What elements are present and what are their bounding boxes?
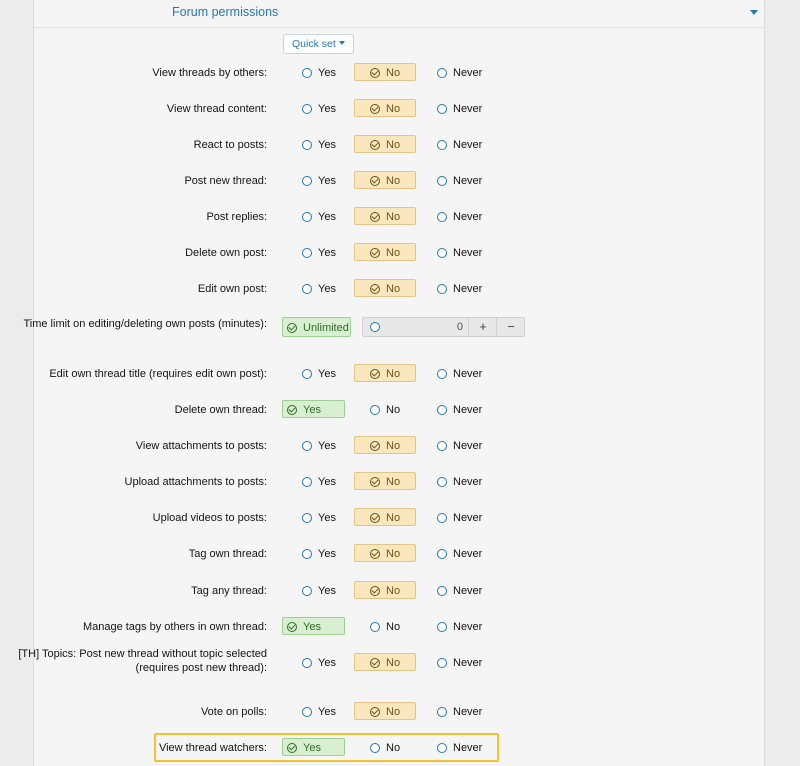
permission-row [34,581,764,601]
option-no[interactable] [354,63,416,81]
option-never[interactable] [436,508,506,526]
option-no[interactable] [354,702,416,720]
permissions-panel [18,0,765,766]
check-circle-icon [370,68,380,78]
radio-icon [302,68,312,78]
permission-label: Post new thread: [184,175,267,187]
check-circle-icon [370,441,380,451]
option-label: Yes [318,585,336,597]
permission-label: Vote on polls: [200,706,267,718]
permission-row [34,472,764,492]
permission-row [34,544,764,564]
radio-icon [437,104,447,114]
unlimited-option[interactable] [282,317,351,337]
radio-icon [302,140,312,150]
option-label: No [386,283,401,295]
option-yes[interactable] [282,617,345,635]
quick-set-label: Quick set [292,38,336,50]
option-never[interactable] [436,544,506,562]
increment-button[interactable]: + [468,318,497,336]
option-label: No [386,368,401,380]
option-no[interactable] [354,400,416,418]
permission-label: Tag any thread: [191,585,267,597]
permission-row [34,171,764,191]
permission-row [34,364,764,384]
time-limit-label: Time limit on editing/deleting own posts (minutes): [23,318,267,330]
option-label: Never [453,657,483,669]
option-never[interactable] [436,617,506,635]
option-label: Never [453,548,483,560]
option-label: Yes [303,404,321,416]
permission-row [34,243,764,263]
radio-icon [437,68,447,78]
option-never[interactable] [436,436,506,454]
option-label: Never [453,67,483,79]
option-label: No [386,103,401,115]
option-label: Yes [318,368,336,380]
permission-row [34,99,764,119]
option-label: Never [453,247,483,259]
check-circle-icon [370,248,380,258]
option-no[interactable] [354,243,416,261]
radio-icon [437,441,447,451]
option-label: No [386,139,401,151]
option-label: Never [453,512,483,524]
option-label: No [386,247,401,259]
permission-row [34,279,764,299]
option-label: No [386,706,401,718]
option-never[interactable] [436,400,506,418]
option-label: Never [453,440,483,452]
radio-icon [437,622,447,632]
option-never[interactable] [436,207,506,225]
check-circle-icon [370,369,380,379]
option-label: Yes [318,175,336,187]
unlimited-label: Unlimited [303,322,349,334]
radio-icon [370,405,380,415]
permission-label: Manage tags by others in own thread: [82,621,267,633]
option-label: Yes [303,621,321,633]
permission-row [34,436,764,456]
permission-label: View threads by others: [152,67,267,79]
option-label: No [386,404,401,416]
radio-icon [302,104,312,114]
radio-icon [302,176,312,186]
option-label: Yes [318,512,336,524]
permission-label: Delete own post: [185,247,267,259]
radio-icon [437,707,447,717]
permission-row [34,702,764,722]
permission-label: Edit own post: [197,283,267,295]
permission-label: View thread watchers: [158,742,267,754]
option-label: Yes [318,139,336,151]
radio-icon[interactable] [370,322,380,332]
option-label: Never [453,103,483,115]
option-no[interactable] [354,472,416,490]
radio-icon [437,477,447,487]
radio-icon [302,707,312,717]
option-never[interactable] [436,472,506,490]
option-label: No [386,476,401,488]
permission-row [34,135,764,155]
option-never[interactable] [436,171,506,189]
permission-label: Edit own thread title (requires edit own post): [49,368,267,380]
option-label: Never [453,404,483,416]
radio-icon [437,284,447,294]
option-never[interactable] [436,364,506,382]
permission-label: Upload videos to posts: [152,512,267,524]
radio-icon [437,212,447,222]
option-label: No [386,548,401,560]
option-never[interactable] [436,653,506,671]
permission-label: Delete own thread: [174,404,267,416]
option-label: Never [453,175,483,187]
check-circle-icon [370,140,380,150]
radio-icon [302,212,312,222]
option-no[interactable] [354,653,416,671]
permission-label: [TH] Topics: Post new thread without topic selected (requires post new thread): [18,648,267,674]
check-circle-icon [370,707,380,717]
permission-label: Tag own thread: [188,548,267,560]
option-no[interactable] [354,364,416,382]
option-label: Yes [318,476,336,488]
option-no[interactable] [354,99,416,117]
radio-icon [437,248,447,258]
radio-icon [437,586,447,596]
permission-label: View thread content: [166,103,267,115]
option-no[interactable] [354,171,416,189]
check-circle-icon [370,513,380,523]
permission-row [18,648,764,674]
permission-label: Post replies: [206,211,267,223]
option-label: No [386,440,401,452]
option-yes[interactable] [282,400,345,418]
radio-icon [437,176,447,186]
radio-icon [302,658,312,668]
option-label: Yes [318,440,336,452]
option-label: No [386,585,401,597]
option-label: Never [453,585,483,597]
minutes-stepper[interactable] [362,317,525,337]
radio-icon [370,622,380,632]
option-label: Never [453,621,483,633]
option-label: Yes [318,548,336,560]
radio-icon [302,369,312,379]
option-never[interactable] [436,243,506,261]
option-label: Yes [318,283,336,295]
check-circle-icon [370,212,380,222]
radio-icon [302,441,312,451]
radio-icon [302,549,312,559]
option-label: No [386,742,401,754]
radio-icon [437,405,447,415]
option-never[interactable] [436,135,506,153]
radio-icon [302,513,312,523]
permission-label: React to posts: [193,139,267,151]
option-no[interactable] [354,581,416,599]
decrement-button[interactable]: − [496,318,525,336]
option-label: Never [453,368,483,380]
option-never[interactable] [436,702,506,720]
option-label: No [386,211,401,223]
radio-icon [302,248,312,258]
permission-row [34,207,764,227]
section-title: Forum permissions [172,5,279,19]
option-label: Yes [318,103,336,115]
option-no[interactable] [354,436,416,454]
option-no[interactable] [354,617,416,635]
option-never[interactable] [436,63,506,81]
option-label: Yes [318,706,336,718]
check-circle-icon [370,104,380,114]
check-circle-icon [287,323,297,333]
collapse-caret-icon[interactable] [750,10,758,15]
option-label: Yes [318,247,336,259]
option-label: Never [453,283,483,295]
option-label: Never [453,211,483,223]
radio-icon [302,477,312,487]
option-never[interactable] [436,99,506,117]
option-label: Yes [318,211,336,223]
option-no[interactable] [354,279,416,297]
option-no[interactable] [354,508,416,526]
radio-icon [437,549,447,559]
radio-icon [437,369,447,379]
check-circle-icon [287,622,297,632]
check-circle-icon [370,284,380,294]
option-label: Never [453,476,483,488]
option-label: No [386,512,401,524]
option-no[interactable] [354,207,416,225]
permission-row [34,617,764,637]
permission-label: Upload attachments to posts: [124,476,267,488]
option-no[interactable] [354,544,416,562]
radio-icon [437,140,447,150]
check-circle-icon [370,477,380,487]
option-label: Never [453,742,483,754]
radio-icon [437,658,447,668]
check-circle-icon [370,658,380,668]
option-label: No [386,657,401,669]
quick-set-button[interactable] [283,34,354,54]
radio-icon [302,586,312,596]
time-limit-row [23,317,764,339]
permission-row [34,63,764,83]
radio-icon [437,513,447,523]
option-never[interactable] [436,581,506,599]
check-circle-icon [370,176,380,186]
option-no[interactable] [354,135,416,153]
caret-down-icon [339,41,345,45]
check-circle-icon [370,586,380,596]
permission-row [34,508,764,528]
option-label: No [386,621,401,633]
permission-label: View attachments to posts: [135,440,267,452]
highlight-box [154,733,499,762]
radio-icon [302,284,312,294]
permission-row [34,400,764,420]
option-label: Never [453,706,483,718]
minutes-value[interactable]: 0 [456,321,463,333]
option-label: No [386,175,401,187]
option-label: Yes [318,657,336,669]
option-label: Yes [303,742,321,754]
check-circle-icon [287,405,297,415]
option-label: Yes [318,67,336,79]
option-label: No [386,67,401,79]
option-never[interactable] [436,279,506,297]
option-label: Never [453,139,483,151]
section-header[interactable] [34,0,764,28]
check-circle-icon [370,549,380,559]
